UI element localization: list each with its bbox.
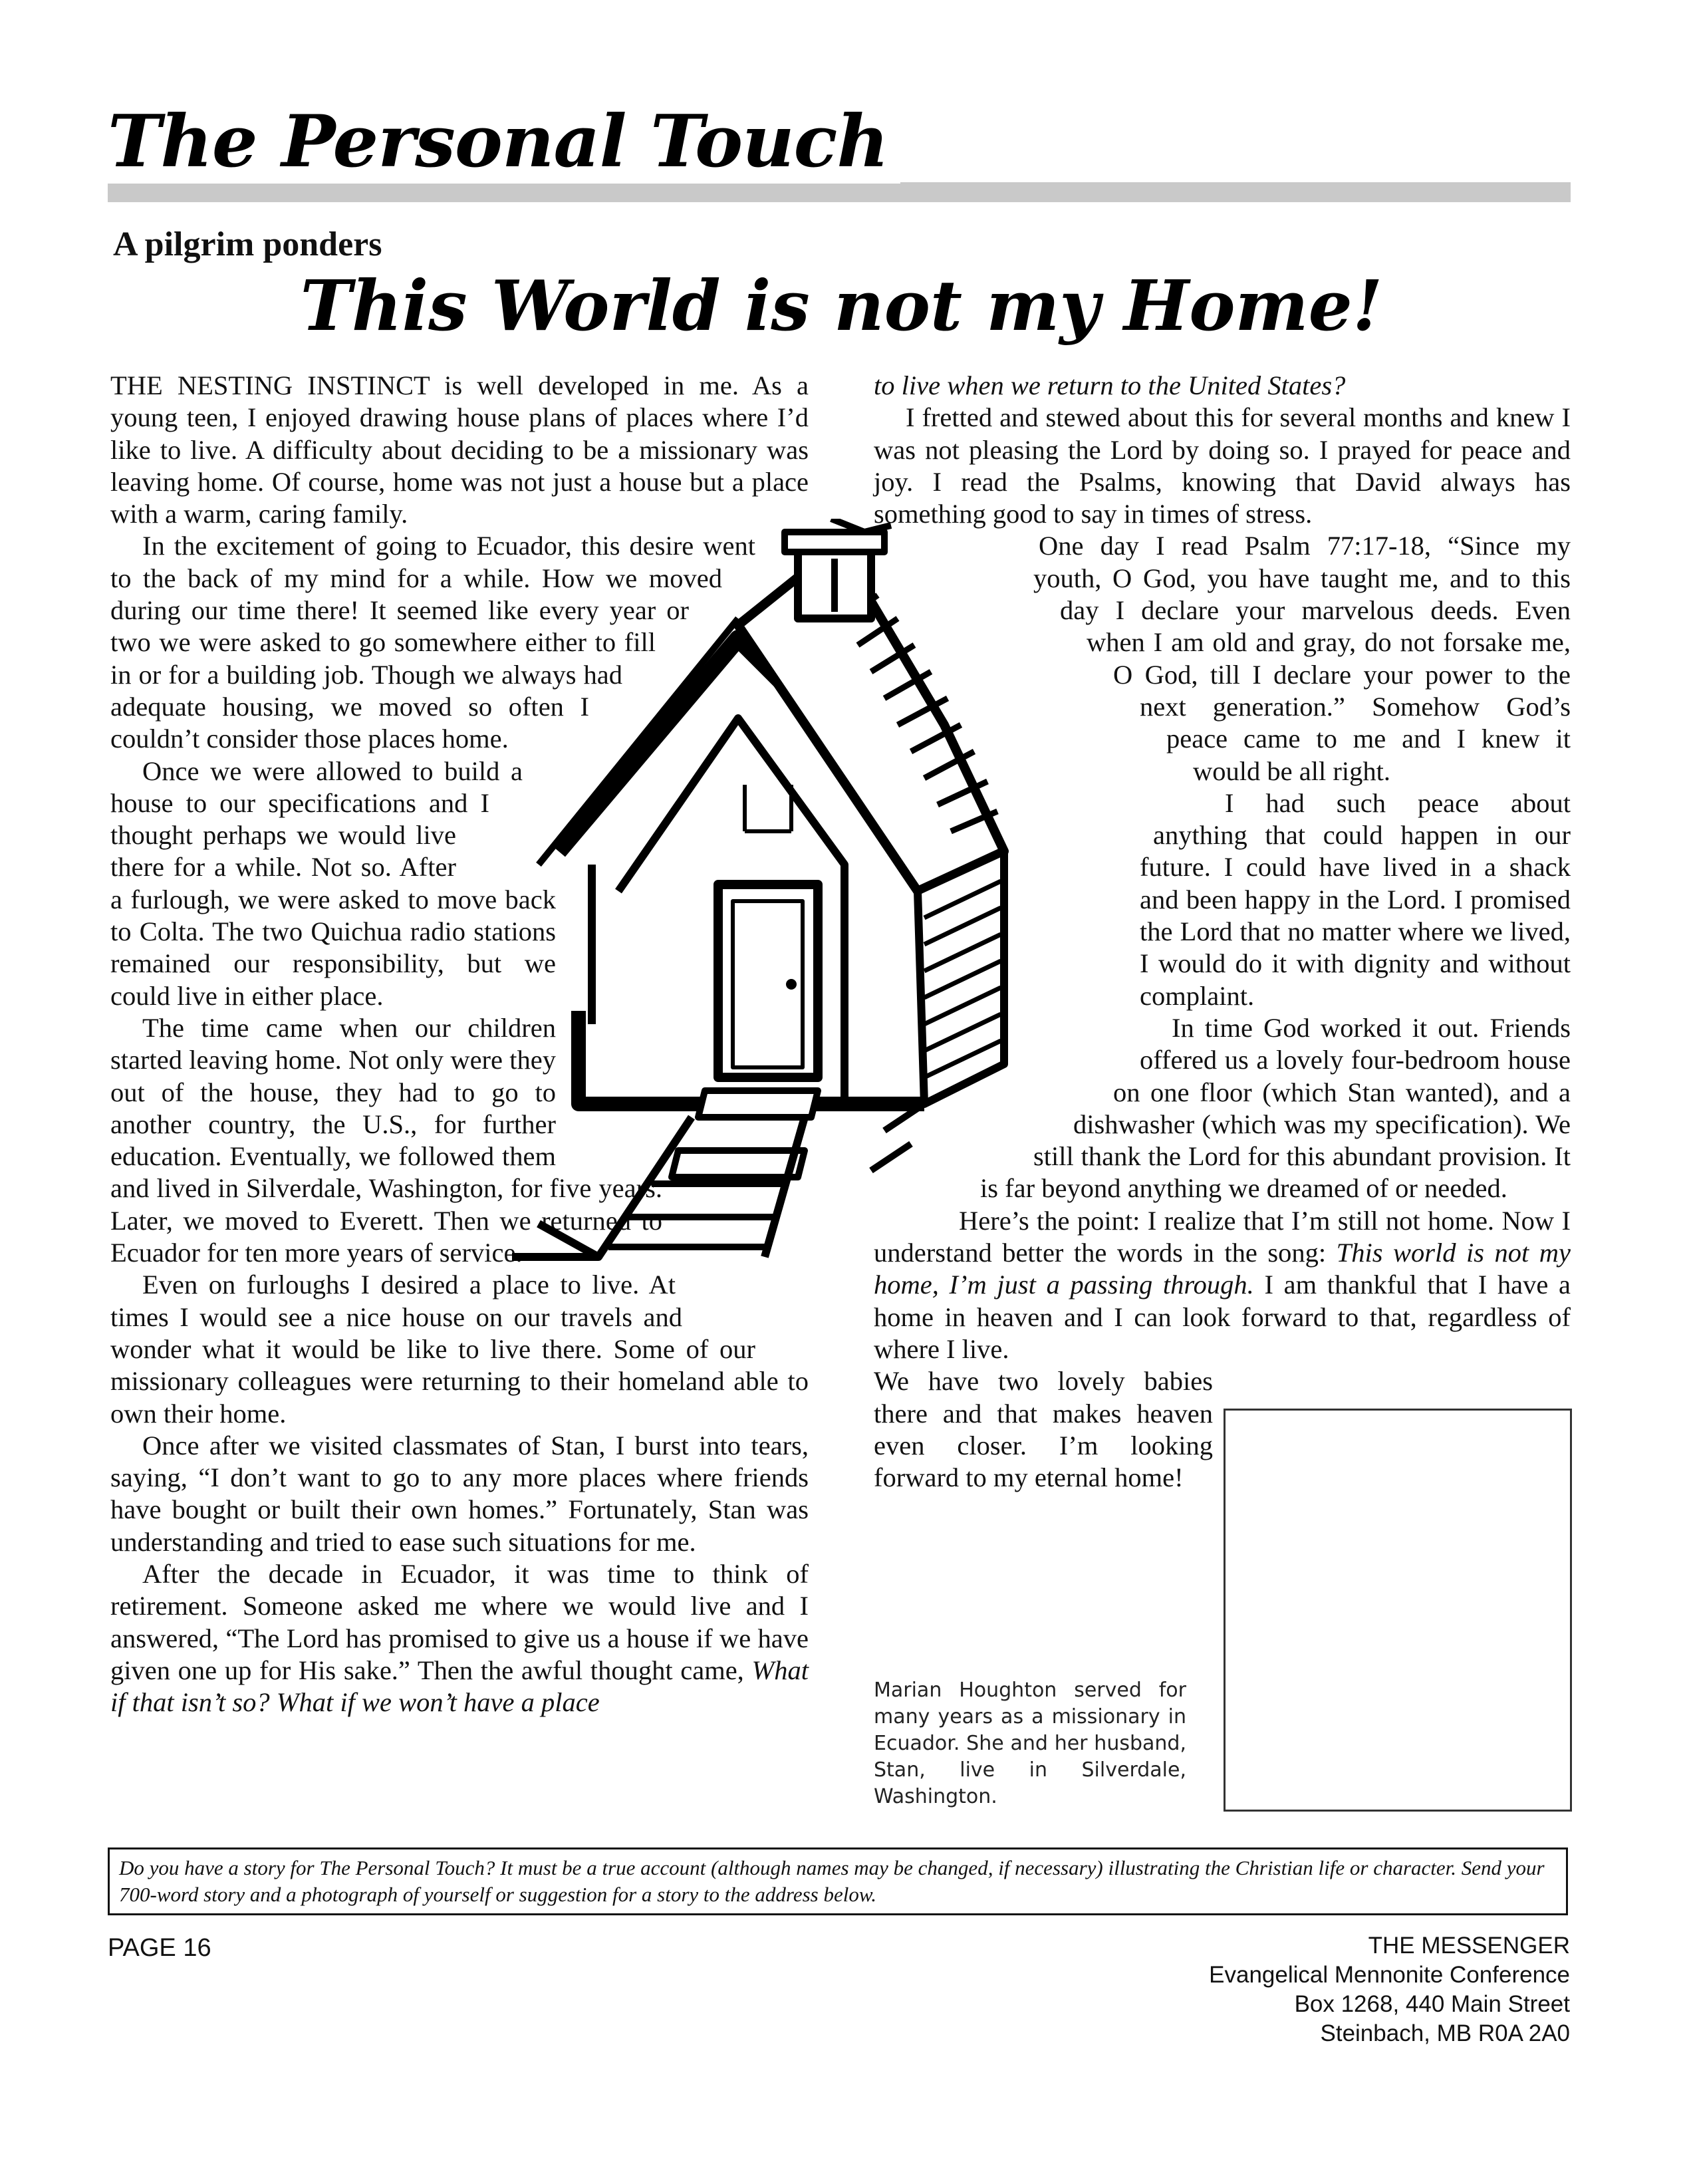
submission-notice: Do you have a story for The Personal Touch? It must be a true account (although names may be changed, if necessary) illustrating the Christian life or character. Send your 700-word story and a photograph of yourself or suggestion for a story to the address below. — [108, 1847, 1568, 1915]
address-line: Evangelical Mennonite Conference — [1209, 1962, 1570, 1988]
address-line: Box 1268, 440 Main Street — [1294, 1991, 1570, 2017]
paragraph: Once after we visited classmates of Stan, I burst into tears, saying, “I don’t want to go to any more places where friends have bought or built their own homes.” Fortunately, Stan was understanding and tried to ease such situations for me. — [110, 1430, 809, 1557]
italic-text: to live when we return to the United States? — [874, 370, 1346, 400]
mailing-address — [1209, 1931, 1570, 2048]
house-illustration — [485, 519, 1197, 1270]
italic-text: What if that isn’t so? What if we won’t have a place — [110, 1655, 809, 1718]
paragraph: We have two lovely babies there and that makes heaven even closer. I’m looking forward to my eternal home! — [874, 1366, 1213, 1493]
section-title: The Personal Touch — [108, 100, 900, 184]
text-run: After the decade in Ecuador, it was time to think of retirement. Someone asked me where we would live and I answered, “The Lord has promised to give us a house if we have given one up for His sake.” Then the awful thought came, — [110, 1558, 809, 1685]
photo-placeholder — [1224, 1409, 1572, 1812]
text-run: Here’s the point: I realize that I’m still not home. Now I understand better the words in the song: — [874, 1205, 1571, 1268]
page-number: PAGE 16 — [108, 1934, 211, 1962]
paragraph — [110, 1558, 809, 1718]
title-rule — [108, 182, 1571, 202]
address-line: THE MESSENGER — [1368, 1933, 1570, 1959]
paragraph: The time came when our children started leaving home. Not only were they out of the house, they had to go to another country, the U.S., for further education. Eventually, we followed them and lived in Silverdale, Washington, for five years. Later, we moved to Everett. Then we returned to Ecuador for ten more years of service. — [110, 1012, 662, 1268]
paragraph: I fretted and stewed about this for several months and knew I was not pleasing the Lord by doing so. I prayed for peace and joy. I read the Psalms, knowing that David always has something good to say in times of stress. — [874, 402, 1571, 529]
headline: This World is not my Home! — [300, 265, 1383, 346]
paragraph: In time God worked it out. Friends offered us a lovely four-bedroom house on one floor (which Stan wanted), and a dishwasher (which was my specification). We still thank the Lord for this abundant provision. It is far beyond anything we dreamed of or needed. — [980, 1012, 1571, 1204]
paragraph: THE NESTING INSTINCT is well developed in me. As a young teen, I enjoyed drawing house plans of places where I’d like to live. A difficulty about deciding to be a missionary was leaving home. Of course, home was not just a house but a place with a warm, caring family. — [110, 370, 809, 529]
paragraph: In the excitement of going to Ecuador, this desire went to the back of my mind for a while. How we moved during our time there! It seemed like every year or two we were asked to go somewhere either to fill in or for a building job. Though we always had adequate housing, we moved so often I couldn’t consider those places home. — [110, 531, 755, 754]
address-line: Steinbach, MB R0A 2A0 — [1320, 2020, 1570, 2046]
paragraph: One day I read Psalm 77:17-18, “Since my youth, O God, you have taught me, and to this day I declare your marvelous deeds. Even when I am old and gray, do not forsake me, O God, till I declare your power to the next generation.” Somehow God’s peace came to me and I knew it would be all right. — [1033, 531, 1571, 786]
kicker: A pilgrim ponders — [113, 225, 382, 263]
text-run: I am thankful that I have a home in heaven and I can look forward to that, regardless of where I live. — [874, 1270, 1571, 1364]
paragraph: Even on furloughs I desired a place to live. At times I would see a nice house on our travels and wonder what it would be like to live there. Some of our missionary colleagues were returning to their homeland able to own their home. — [110, 1270, 809, 1429]
paragraph: Once we were allowed to build a house to our specifications and I thought perhaps we would live there for a while. Not so. After a furlough, we were asked to move back to Colta. The two Quichua radio stations remained our responsibility, but we could live in either place. — [110, 755, 556, 1011]
author-caption: Marian Houghton served for many years as a missionary in Ecuador. She and her husband, Stan, live in Silverdale, Washington. — [874, 1679, 1186, 1808]
italic-text: This world is not my home, I’m just a passing through. — [874, 1238, 1571, 1300]
paragraph: I had such peace about anything that could happen in our future. I could have lived in a shack and been happy in the Lord. I promised the Lord that no matter where we lived, I would do it with dignity and without complaint. — [1140, 787, 1571, 1011]
